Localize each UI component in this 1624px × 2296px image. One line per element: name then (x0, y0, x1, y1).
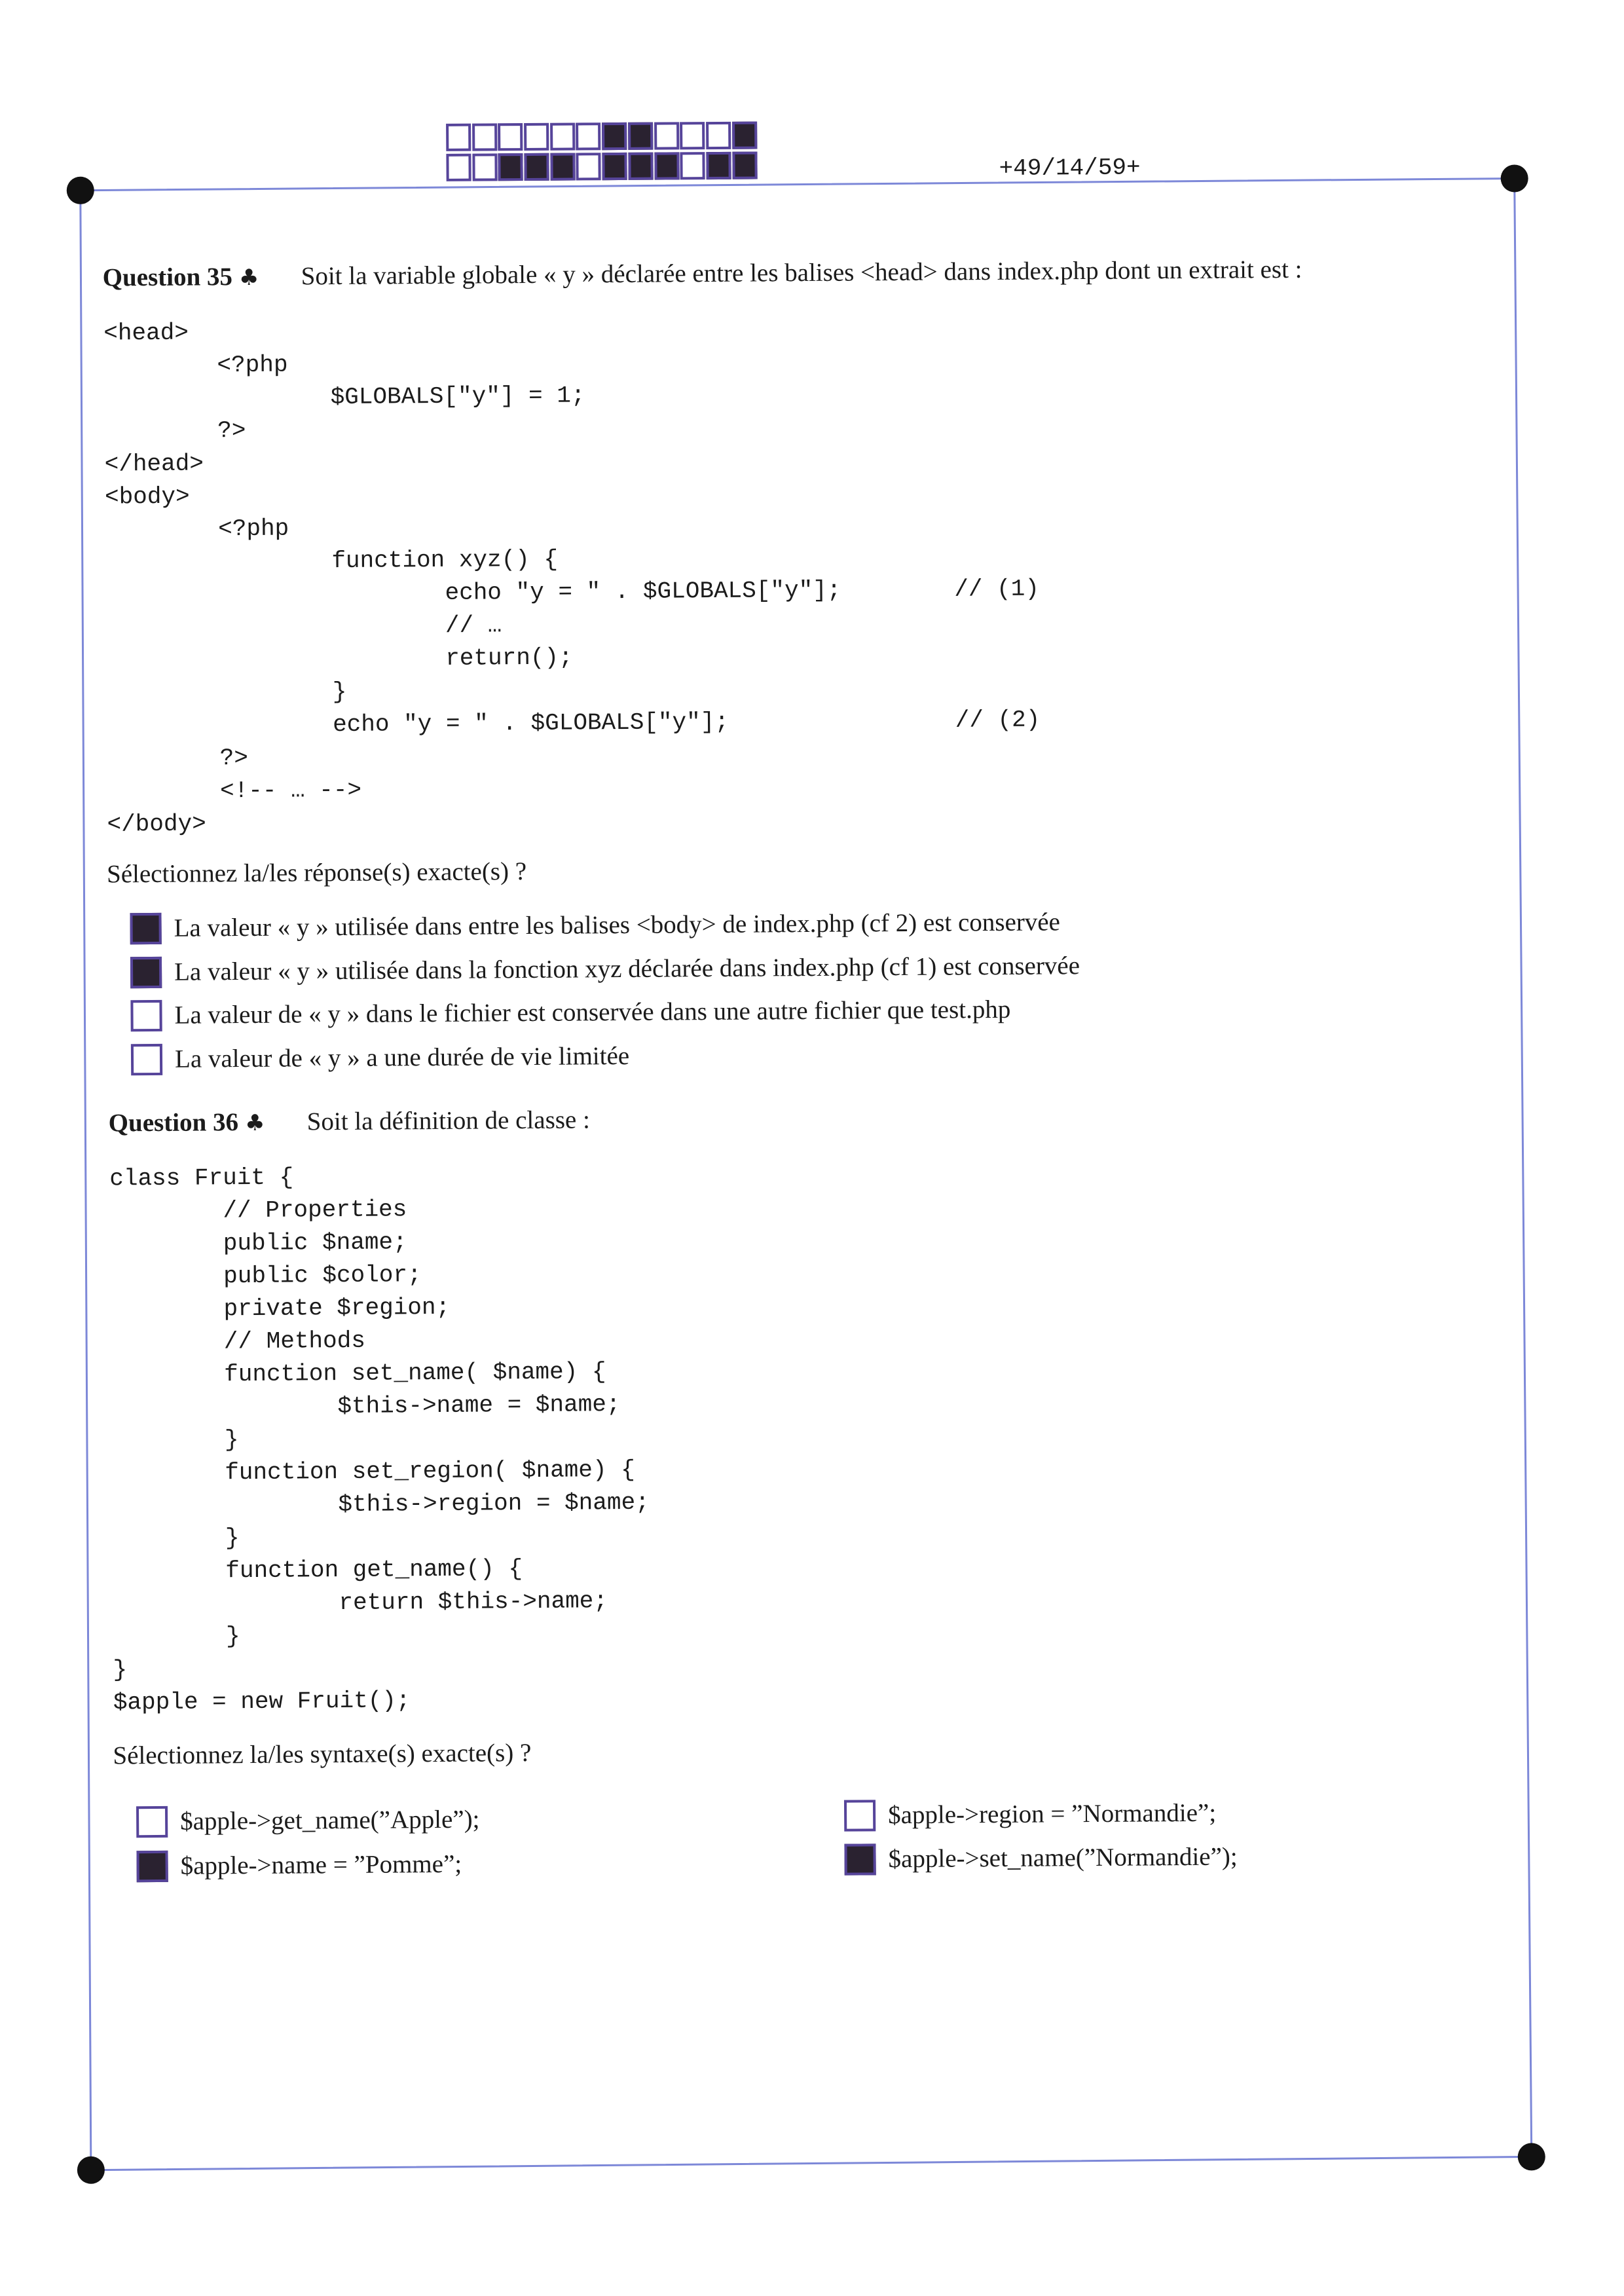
answer-option[interactable] (844, 1797, 1216, 1832)
corner-mark-bottom-left (77, 2157, 105, 2184)
answer-option[interactable] (131, 1040, 629, 1076)
code-line: $this->region = $name; (111, 1489, 650, 1520)
code-line: } (111, 1426, 239, 1454)
code-line: return(); (105, 644, 573, 675)
code-line: public $color; (110, 1261, 422, 1291)
code-line: function xyz() { (105, 546, 559, 576)
question-instruction: Sélectionnez la/les réponse(s) exacte(s) ? (106, 857, 527, 889)
answer-checkbox[interactable] (844, 1800, 876, 1831)
code-line: } (105, 678, 347, 707)
answer-checkbox[interactable] (136, 1806, 168, 1838)
code-line: echo "y = " . $GLOBALS["y"]; // (2) (106, 706, 1041, 740)
code-line: // Methods (110, 1327, 366, 1356)
code-line: </head> (104, 450, 204, 478)
answer-option[interactable] (130, 950, 1080, 989)
code-line: ?> (104, 417, 246, 445)
code-line: // … (105, 612, 502, 642)
page-id-code (446, 122, 757, 184)
code-line: $apple = new Fruit(); (113, 1687, 411, 1716)
id-code-cell-empty (576, 153, 601, 180)
code-line: function get_name() { (112, 1555, 523, 1585)
question-instruction: Sélectionnez la/les syntaxe(s) exacte(s) ? (113, 1739, 532, 1770)
id-code-cell-empty (654, 122, 679, 149)
id-code-cell-filled (654, 152, 679, 179)
id-code-cell-empty (550, 122, 575, 150)
club-icon: ♣ (238, 264, 259, 291)
code-line: return $this->name; (112, 1587, 608, 1618)
code-line: <?php (103, 351, 288, 380)
id-code-row (446, 152, 757, 181)
id-code-cell-filled (628, 153, 653, 180)
id-code-cell-empty (680, 152, 705, 179)
answer-option[interactable] (136, 1848, 462, 1883)
code-line: public $name; (109, 1229, 407, 1258)
id-code-cell-empty (472, 153, 497, 181)
page-code: +49/14/59+ (999, 154, 1141, 182)
id-code-cell-empty (498, 123, 523, 151)
answer-checkbox[interactable] (130, 1000, 162, 1031)
id-code-cell-filled (498, 153, 523, 181)
code-line: function set_region( $name) { (111, 1456, 635, 1487)
answer-checkbox[interactable] (130, 957, 162, 988)
question-label: Question 36 (108, 1108, 239, 1138)
code-line: <!-- … --> (107, 776, 362, 805)
answer-text: $apple->get_name(”Apple”); (180, 1805, 480, 1836)
code-line: ?> (106, 744, 249, 773)
corner-mark-top-left (67, 177, 94, 204)
id-code-cell-empty (446, 124, 471, 151)
id-code-cell-filled (732, 122, 757, 149)
id-code-cell-filled (706, 152, 731, 179)
answer-option[interactable] (844, 1840, 1237, 1876)
corner-mark-top-right (1501, 164, 1528, 192)
answer-text: $apple->name = ”Pomme”; (180, 1849, 462, 1880)
code-line: class Fruit { (109, 1164, 294, 1193)
answer-text: La valeur « y » utilisée dans entre les balises <body> de index.php (cf 2) est conservée (174, 908, 1061, 942)
code-line: <body> (104, 483, 190, 511)
id-code-cell-filled (732, 152, 757, 179)
code-line: <?php (105, 515, 289, 544)
code-line: echo "y = " . $GLOBALS["y"]; // (1) (105, 575, 1040, 609)
id-code-row (446, 122, 757, 151)
code-line: } (113, 1656, 128, 1684)
id-code-cell-empty (472, 123, 497, 151)
code-line: private $region; (110, 1293, 451, 1324)
code-line: } (111, 1525, 240, 1553)
answer-option[interactable] (136, 1804, 480, 1839)
question-prompt: Soit la variable globale « y » déclarée entre les balises <head> dans index.php dont un extrait est : (301, 255, 1302, 291)
answer-checkbox[interactable] (130, 913, 161, 944)
id-code-cell-empty (524, 123, 549, 151)
id-code-cell-empty (446, 154, 471, 181)
id-code-cell-empty (706, 122, 731, 149)
question-36-heading (109, 1106, 265, 1141)
code-line: // Properties (109, 1196, 407, 1225)
answer-text: $apple->region = ”Normandie”; (887, 1798, 1217, 1830)
answer-text: $apple->set_name(”Normandie”); (888, 1842, 1238, 1874)
code-line: </body> (107, 810, 206, 838)
question-prompt: Soit la définition de classe : (306, 1105, 591, 1136)
answer-text: La valeur de « y » a une durée de vie limitée (174, 1041, 630, 1073)
code-line: <head> (103, 319, 189, 347)
id-code-cell-filled (550, 153, 575, 180)
answer-option[interactable] (130, 906, 1060, 945)
id-code-cell-empty (680, 122, 705, 149)
answer-option[interactable] (130, 993, 1010, 1032)
answer-checkbox[interactable] (844, 1843, 876, 1875)
question-label: Question 35 (102, 263, 233, 292)
code-line: $GLOBALS["y"] = 1; (103, 382, 585, 413)
answer-text: La valeur de « y » dans le fichier est conservée dans une autre fichier que test.php (174, 995, 1011, 1029)
id-code-cell-empty (576, 122, 600, 150)
code-line: function set_name( $name) { (111, 1358, 606, 1389)
id-code-cell-filled (628, 122, 653, 150)
code-line: $this->name = $name; (111, 1391, 621, 1422)
club-icon: ♣ (244, 1109, 265, 1137)
corner-mark-bottom-right (1518, 2143, 1545, 2170)
id-code-cell-filled (602, 153, 627, 180)
id-code-cell-filled (524, 153, 549, 181)
answer-checkbox[interactable] (136, 1851, 168, 1882)
answer-checkbox[interactable] (131, 1044, 162, 1075)
code-line: } (113, 1623, 240, 1651)
code-listing (103, 311, 1041, 842)
question-35-heading (103, 261, 259, 295)
id-code-cell-filled (602, 122, 627, 150)
answer-text: La valeur « y » utilisée dans la fonction xyz déclarée dans index.php (cf 1) est conservée (174, 952, 1080, 986)
scanned-sheet (12, 14, 1612, 2282)
code-listing (109, 1159, 651, 1720)
